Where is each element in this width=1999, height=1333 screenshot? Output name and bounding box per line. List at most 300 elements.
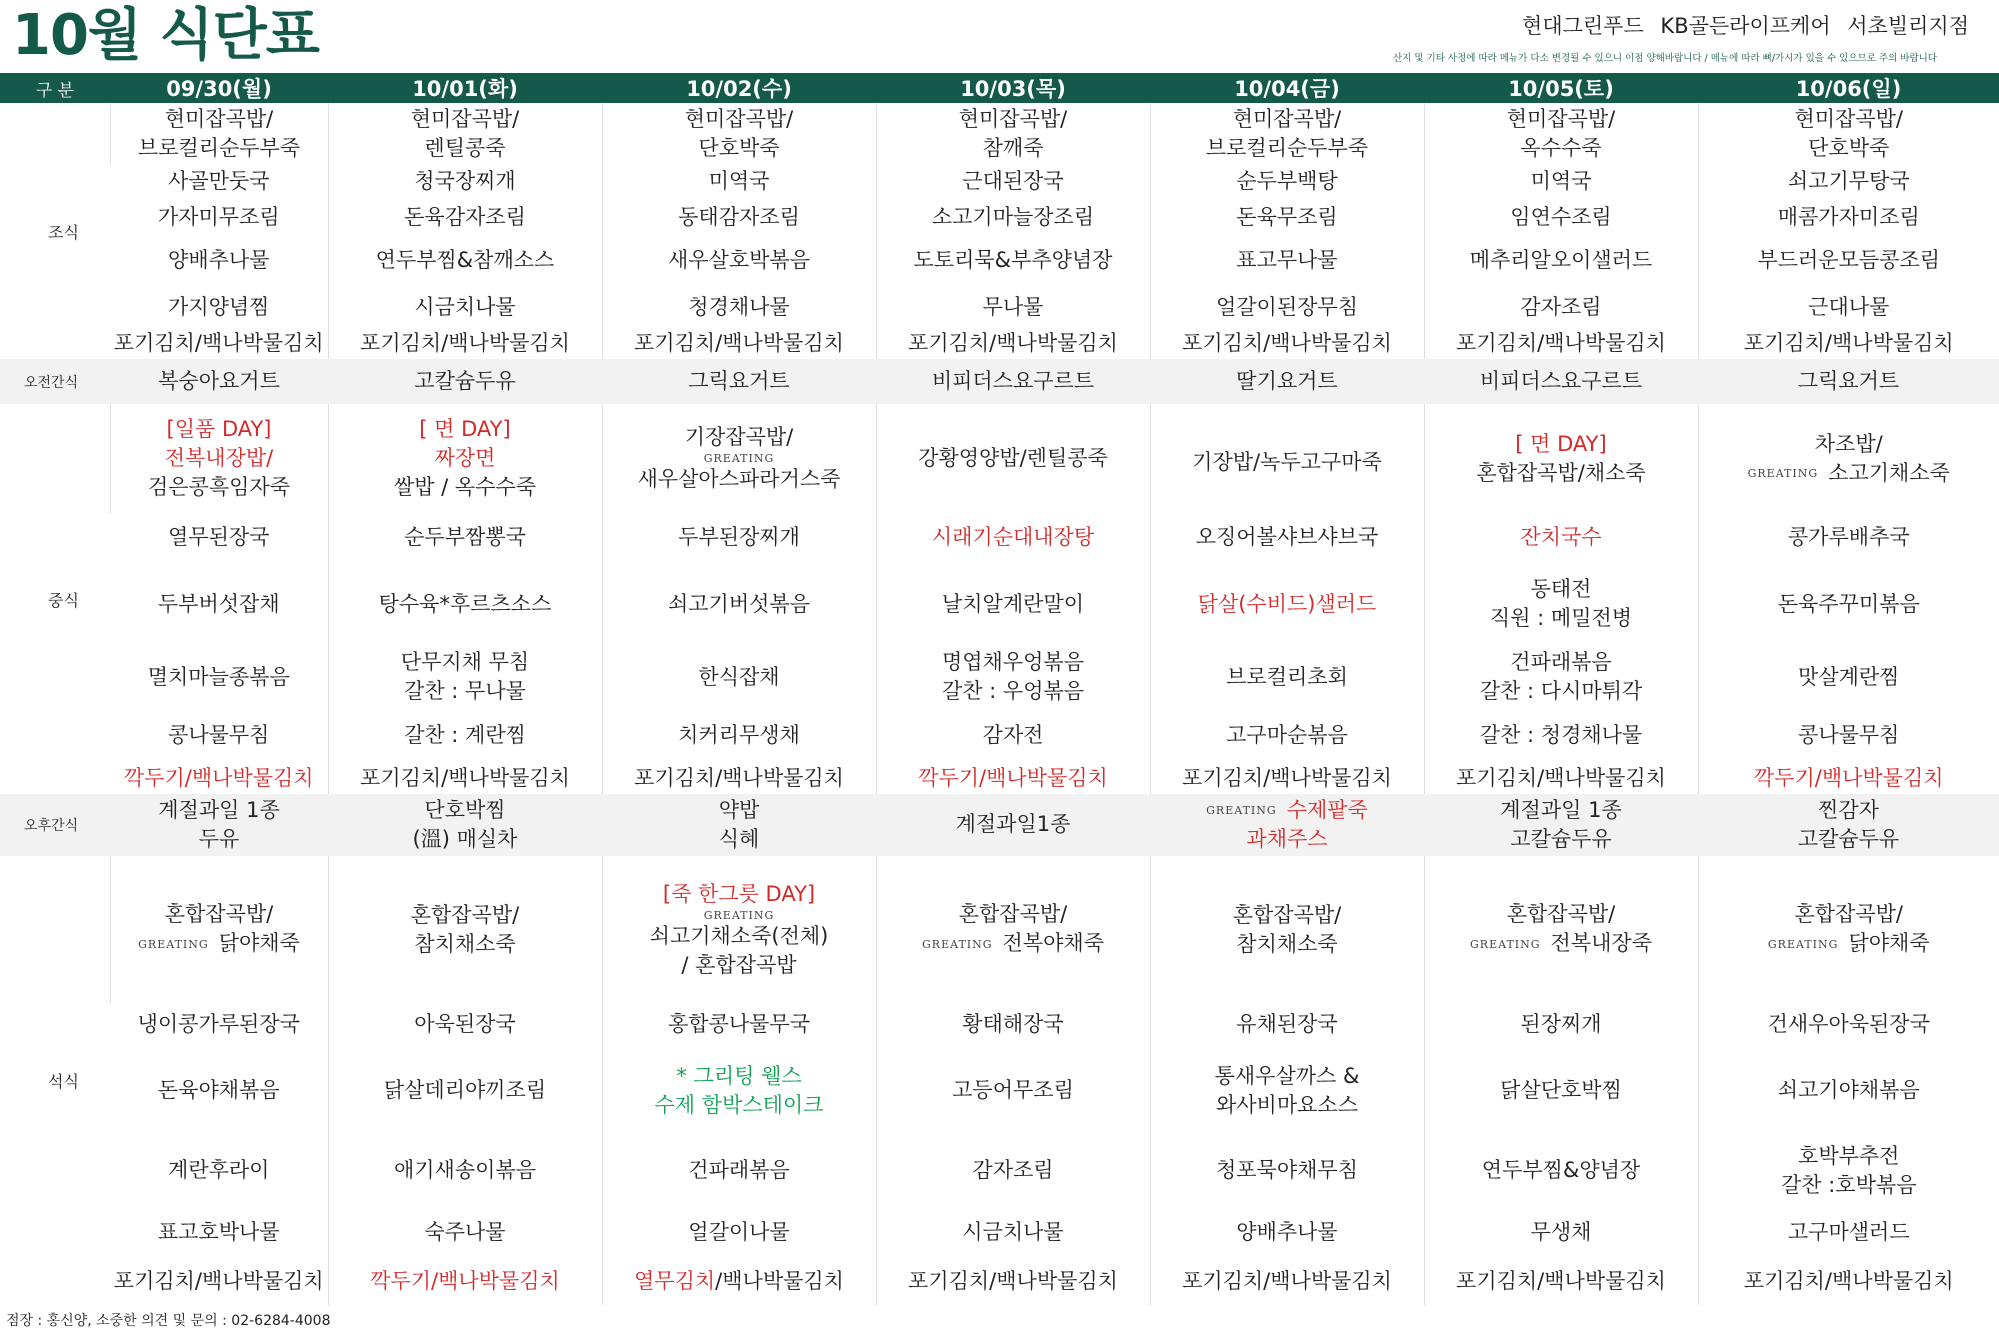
menu-cell <box>1150 562 1424 646</box>
dish: 렌틸콩죽 <box>424 135 506 160</box>
greating-logo: GREATING <box>1747 467 1819 481</box>
menu-cell <box>876 329 1150 360</box>
menu-cell <box>1698 1206 1999 1257</box>
menu-cell <box>1424 1258 1698 1305</box>
menu-cell <box>1150 165 1424 200</box>
dish: 갈찬 : 청경채나물 <box>1479 723 1643 748</box>
dish: 표고무나물 <box>1236 248 1338 273</box>
breakfast-row-soup <box>0 165 1999 200</box>
dish: 날치알계란말이 <box>941 591 1084 616</box>
dish: 닭살단호박찜 <box>1500 1078 1622 1103</box>
menu-cell <box>602 165 876 200</box>
menu-cell <box>1698 236 1999 285</box>
menu-cell <box>328 165 602 200</box>
dish: 도토리묵&부추양념장 <box>913 248 1113 273</box>
dish: 직원 : 메밀전병 <box>1489 606 1633 631</box>
dish: 새우살호박볶음 <box>667 248 810 273</box>
menu-cell <box>602 856 876 1004</box>
menu-cell <box>602 708 876 763</box>
dish: 혼합잡곡밥/ <box>410 902 520 927</box>
dish: 와사비마요소스 <box>1215 1092 1358 1117</box>
menu-cell <box>602 562 876 646</box>
dish: 치커리무생채 <box>678 723 800 748</box>
greating-logo: GREATING <box>138 937 209 951</box>
menu-cell <box>110 562 328 646</box>
dish: 맛살계란찜 <box>1798 664 1900 689</box>
dish: 포기김치/백나박물김치 <box>1743 1268 1954 1293</box>
menu-cell <box>328 708 602 763</box>
dish: 혼합잡곡밥/ <box>958 902 1068 927</box>
dish: 콩나물무침 <box>168 723 270 748</box>
category-breakfast: 조식 <box>48 222 79 242</box>
dish: 고칼슘두유 <box>1797 826 1900 851</box>
dish: 감자조림 <box>972 1158 1054 1182</box>
dinner-row-main <box>0 856 1999 1004</box>
dish: 돈육감자조림 <box>404 205 526 230</box>
dish: 현미잡곡밥/ <box>958 106 1068 131</box>
menu-cell <box>876 359 1150 404</box>
menu-cell <box>110 1046 328 1134</box>
dish: 전복야채죽 <box>1002 931 1104 956</box>
dish: 깍두기/백나박물김치 <box>123 766 314 791</box>
dish: 쇠고기채소죽(전체) <box>649 923 829 948</box>
dish: 사골만둣국 <box>168 169 270 194</box>
dish: 계절과일 1종 <box>158 797 280 822</box>
menu-cell <box>1698 856 1999 1004</box>
menu-table <box>0 73 1999 1305</box>
menu-cell <box>876 1046 1150 1134</box>
menu-cell <box>602 1003 876 1046</box>
dish: 된장찌개 <box>1520 1012 1602 1037</box>
menu-cell <box>1698 1003 1999 1046</box>
dish: 브로컬리초회 <box>1226 664 1348 689</box>
dish: 단무지채 무침 <box>400 650 530 675</box>
menu-cell <box>602 513 876 562</box>
dish: 고칼슘두유 <box>414 369 516 394</box>
dish: 쇠고기야채볶음 <box>1777 1078 1920 1103</box>
dish: 포기김치/백나박물김치 <box>1182 1268 1392 1293</box>
dish: 소고기마늘장조림 <box>931 205 1095 230</box>
dish: 과채주스 <box>1246 827 1328 852</box>
dish-with-brand <box>1150 796 1424 826</box>
dish: 포기김치/백나박물김치 <box>1182 766 1392 791</box>
menu-cell <box>1698 103 1999 165</box>
dish: 포기김치/백나박물김치 <box>360 331 570 356</box>
dish: 동태감자조림 <box>678 205 800 230</box>
dish: (溫) 매실차 <box>412 826 518 851</box>
dish: 메추리알오이샐러드 <box>1469 248 1653 273</box>
dish: 청국장찌개 <box>414 169 516 194</box>
menu-cell <box>1698 329 1999 360</box>
menu-cell <box>1698 359 1999 404</box>
menu-cell <box>328 1046 602 1134</box>
dish: 현미잡곡밥/ <box>1506 106 1616 131</box>
dish: 매콤가자미조림 <box>1777 205 1920 230</box>
menu-cell <box>602 199 876 236</box>
menu-cell <box>602 286 876 329</box>
menu-cell <box>328 404 602 513</box>
menu-cell <box>1150 708 1424 763</box>
dish: 냉이콩가루된장국 <box>137 1012 300 1037</box>
dish: 쌀밥 / 옥수수죽 <box>393 475 537 500</box>
dinner-row-side2 <box>0 1135 1999 1207</box>
notice-text: 산지 및 기타 사정에 따라 메뉴가 다소 변경될 수 있으니 이점 양해바랍니다 / 메뉴에 따라 뼈/가시가 있을 수 있으므로 주의 바랍니다 <box>1392 53 1937 64</box>
dish: 포기김치/백나박물김치 <box>1456 331 1666 356</box>
dish: 혼합잡곡밥/ <box>1506 902 1616 927</box>
menu-cell <box>328 1258 602 1305</box>
dish: 돈육주꾸미볶음 <box>1777 591 1920 616</box>
dish: 참치채소죽 <box>1236 931 1338 956</box>
dish: 포기김치/백나박물김치 <box>113 1268 324 1293</box>
dish: 미역국 <box>1530 169 1592 194</box>
dish: 수제 함박스테이크 <box>654 1092 824 1117</box>
day-tag: [ 면 DAY] <box>419 417 511 442</box>
dish: 닭야채죽 <box>218 931 300 956</box>
dish: 고구마샐러드 <box>1787 1219 1910 1244</box>
dish-split <box>603 1267 876 1296</box>
menu-cell <box>328 1206 602 1257</box>
dish: 현미잡곡밥/ <box>164 106 274 131</box>
dish: 콩나물무침 <box>1798 723 1900 748</box>
menu-cell <box>110 1206 328 1257</box>
dish: 임연수조림 <box>1510 205 1612 230</box>
menu-cell <box>876 236 1150 285</box>
menu-cell <box>110 1003 328 1046</box>
dish: 숙주나물 <box>424 1219 506 1244</box>
corner-label: 구 분 <box>0 73 110 103</box>
dish: 포기김치/백나박물김치 <box>1743 331 1954 356</box>
contact-info: 점장 : 홍신양, 소중한 의견 및 문의 : 02-6284-4008 <box>6 1313 331 1329</box>
menu-cell <box>1424 856 1698 1004</box>
menu-cell <box>876 763 1150 794</box>
dish: 시금치나물 <box>962 1219 1064 1244</box>
menu-cell <box>1424 103 1698 165</box>
greating-logo: GREATING <box>703 908 775 922</box>
dish: * 그리팅 웰스 <box>676 1063 802 1088</box>
menu-cell <box>1698 199 1999 236</box>
dish: 비피더스요구르트 <box>1479 369 1643 394</box>
menu-cell <box>110 856 328 1004</box>
menu-cell <box>110 286 328 329</box>
menu-cell <box>1424 1135 1698 1207</box>
menu-cell <box>1150 856 1424 1004</box>
greating-logo: GREATING <box>1767 937 1839 951</box>
dish: 혼합잡곡밥/ <box>164 902 274 927</box>
day-tag: [일품 DAY] <box>166 417 272 442</box>
day-header: 10/06(일) <box>1698 73 1999 103</box>
menu-cell <box>1150 236 1424 285</box>
dish: 짜장면 <box>434 446 496 471</box>
menu-cell <box>602 359 876 404</box>
menu-cell <box>1150 1135 1424 1207</box>
dish: 포기김치/백나박물김치 <box>908 1268 1118 1293</box>
dish: 감자조림 <box>1520 294 1602 319</box>
menu-cell <box>1698 1258 1999 1305</box>
dish-with-brand <box>1699 459 1999 489</box>
menu-cell <box>328 286 602 329</box>
dish: 가지양념찜 <box>168 294 270 319</box>
dish: 소고기채소죽 <box>1828 460 1950 485</box>
day-header: 10/05(토) <box>1424 73 1698 103</box>
menu-cell <box>1150 646 1424 708</box>
dish: 전복내장밥/ <box>164 446 274 471</box>
dish: 건파래볶음 <box>688 1158 790 1182</box>
dish: 갈찬 : 우엉볶음 <box>941 679 1085 704</box>
menu-cell <box>876 646 1150 708</box>
menu-cell <box>602 404 876 513</box>
menu-cell <box>1150 1046 1424 1134</box>
menu-cell <box>876 1258 1150 1305</box>
menu-cell <box>1424 562 1698 646</box>
dish: 찐감자 <box>1818 797 1879 822</box>
dish: 갈찬 : 무나물 <box>404 679 526 704</box>
menu-cell <box>876 286 1150 329</box>
lunch-row-side1 <box>0 562 1999 646</box>
page-title: 10월 식단표 <box>12 3 319 68</box>
menu-cell <box>1424 199 1698 236</box>
am-snack-row <box>0 359 1999 404</box>
menu-cell <box>602 1135 876 1207</box>
dish: 계절과일1종 <box>955 812 1071 837</box>
dish: 쇠고기버섯볶음 <box>667 591 810 616</box>
dish: 닭살(수비드)샐러드 <box>1197 591 1377 616</box>
menu-cell <box>602 103 876 165</box>
dish-with-brand <box>1425 929 1698 959</box>
dish: 현미잡곡밥/ <box>1232 106 1342 131</box>
dish: 얼갈이된장무침 <box>1215 294 1358 319</box>
dish: 순두부백탕 <box>1236 169 1338 194</box>
dinner-row-kimchi <box>0 1258 1999 1305</box>
dish: 열무된장국 <box>168 525 270 550</box>
dish: 포기김치/백나박물김치 <box>634 331 844 356</box>
pm-snack-row <box>0 794 1999 856</box>
day-header: 10/01(화) <box>328 73 602 103</box>
dish: 브로컬리순두부죽 <box>1205 135 1369 160</box>
dish: 혼합잡곡밥/ <box>1232 902 1342 927</box>
menu-cell <box>328 1003 602 1046</box>
menu-cell <box>602 236 876 285</box>
menu-cell <box>876 708 1150 763</box>
dish: 포기김치/백나박물김치 <box>1182 331 1392 356</box>
dish: 식혜 <box>718 826 760 851</box>
menu-cell <box>1424 359 1698 404</box>
menu-cell <box>1150 1206 1424 1257</box>
dish: 얼갈이나물 <box>688 1219 790 1244</box>
dish: 갈찬 :호박볶음 <box>1781 1172 1917 1197</box>
dish: 청포묵야채무침 <box>1215 1158 1358 1182</box>
dish: 단호박죽 <box>1808 135 1890 160</box>
menu-cell <box>1698 513 1999 562</box>
dish: 고칼슘두유 <box>1510 826 1612 851</box>
dish: 깍두기/백나박물김치 <box>918 766 1108 791</box>
category-am-snack: 오전간식 <box>0 359 110 404</box>
dish: 미역국 <box>708 169 770 194</box>
dish: 참깨죽 <box>982 135 1044 160</box>
menu-cell <box>1150 1258 1424 1305</box>
dish: 시래기순대내장탕 <box>931 525 1095 550</box>
breakfast-row-side3 <box>0 286 1999 329</box>
dish: 닭야채죽 <box>1848 931 1930 956</box>
menu-cell <box>110 513 328 562</box>
menu-cell <box>328 103 602 165</box>
dish: 비피더스요구르트 <box>931 369 1095 394</box>
menu-cell <box>1424 1206 1698 1257</box>
dish: 가자미무조림 <box>157 205 280 230</box>
dish: 고등어무조림 <box>952 1078 1074 1103</box>
dish: 계란후라이 <box>168 1158 270 1182</box>
menu-cell <box>1424 1003 1698 1046</box>
menu-cell <box>110 329 328 360</box>
menu-cell <box>110 165 328 200</box>
menu-cell <box>1698 646 1999 708</box>
dish-with-brand <box>1699 929 1999 959</box>
dish: 열무김치 <box>634 1268 716 1293</box>
dish: 무생채 <box>1530 1219 1592 1244</box>
dish: 잔치국수 <box>1520 525 1602 550</box>
menu-cell <box>876 1003 1150 1046</box>
menu-cell <box>328 794 602 856</box>
dish: 탕수육*후르츠소스 <box>378 591 552 616</box>
menu-cell <box>602 794 876 856</box>
dish: 홍합콩나물무국 <box>667 1012 810 1037</box>
dish: 연두부찜&참깨소스 <box>375 248 555 273</box>
menu-cell <box>110 404 328 513</box>
dish: 그릭요거트 <box>1797 369 1900 394</box>
breakfast-row-kimchi <box>0 329 1999 360</box>
dish: 포기김치/백나박물김치 <box>360 766 570 791</box>
menu-cell <box>328 562 602 646</box>
menu-cell <box>602 763 876 794</box>
menu-cell <box>876 1135 1150 1207</box>
menu-cell <box>110 359 328 404</box>
menu-cell <box>328 763 602 794</box>
dish: 포기김치/백나박물김치 <box>634 766 844 791</box>
menu-cell <box>1424 794 1698 856</box>
category-lunch: 중식 <box>48 590 79 610</box>
menu-cell <box>1698 286 1999 329</box>
dish: 포기김치/백나박물김치 <box>1456 1268 1666 1293</box>
dish: 새우살아스파라거스죽 <box>637 467 841 492</box>
category-dinner: 석식 <box>48 1071 79 1091</box>
dish: 콩가루배추국 <box>1787 525 1910 550</box>
menu-cell <box>1698 1135 1999 1207</box>
menu-cell <box>110 199 328 236</box>
menu-cell <box>876 513 1150 562</box>
menu-cell <box>1150 1003 1424 1046</box>
menu-cell <box>1424 513 1698 562</box>
menu-cell <box>110 763 328 794</box>
dish: 포기김치/백나박물김치 <box>908 331 1118 356</box>
dish: 연두부찜&양념장 <box>1481 1158 1641 1182</box>
dish-with-brand <box>877 929 1150 959</box>
menu-cell <box>1698 165 1999 200</box>
menu-cell <box>602 329 876 360</box>
dish: 참치채소죽 <box>414 931 516 956</box>
day-header: 10/03(목) <box>876 73 1150 103</box>
dish-with-brand <box>111 929 328 959</box>
menu-cell <box>1424 763 1698 794</box>
dish: 근대된장국 <box>962 169 1064 194</box>
menu-cell <box>328 329 602 360</box>
day-header: 10/02(수) <box>602 73 876 103</box>
dish: 돈육무조림 <box>1236 205 1338 230</box>
dish: 호박부추전 <box>1798 1143 1900 1168</box>
menu-cell <box>110 708 328 763</box>
category-pm-snack: 오후간식 <box>0 794 110 856</box>
menu-cell <box>876 1206 1150 1257</box>
menu-cell <box>1150 513 1424 562</box>
dish: 두부버섯잡채 <box>157 591 280 616</box>
dish: 유채된장국 <box>1236 1012 1338 1037</box>
dinner-row-side3 <box>0 1206 1999 1257</box>
dish: 딸기요거트 <box>1236 369 1338 394</box>
dish: 두유 <box>198 826 240 851</box>
menu-cell <box>1424 165 1698 200</box>
dish: 기장밥/녹두고구마죽 <box>1192 450 1382 475</box>
dish: 깍두기/백나박물김치 <box>370 1268 560 1293</box>
menu-cell <box>1424 1046 1698 1134</box>
dish: 깍두기/백나박물김치 <box>1753 766 1944 791</box>
menu-cell <box>328 359 602 404</box>
menu-cell <box>1150 286 1424 329</box>
dish: 애기새송이볶음 <box>393 1158 536 1182</box>
dish: 약밥 <box>718 797 760 822</box>
menu-cell <box>110 1258 328 1305</box>
menu-cell <box>110 646 328 708</box>
dish: 계절과일 1종 <box>1500 797 1622 822</box>
greating-logo: GREATING <box>1470 937 1541 951</box>
menu-cell <box>110 794 328 856</box>
dish: 브로컬리순두부죽 <box>137 135 301 160</box>
dish: 양배추나물 <box>1236 1219 1338 1244</box>
dish: 고구마순볶음 <box>1226 723 1348 748</box>
dish: 단호박찜 <box>424 797 506 822</box>
dish: 강황영양밥/렌틸콩죽 <box>918 446 1108 471</box>
menu-cell <box>1424 329 1698 360</box>
dish: 닭살데리야끼조림 <box>383 1078 547 1103</box>
dish: 근대나물 <box>1808 294 1890 319</box>
dish: 명엽채우엉볶음 <box>941 650 1084 675</box>
dinner-row-side1 <box>0 1046 1999 1134</box>
menu-cell <box>1150 329 1424 360</box>
dish: 통새우살까스 & <box>1214 1063 1360 1088</box>
dish: 감자전 <box>982 723 1044 748</box>
day-header: 09/30(월) <box>110 73 328 103</box>
lunch-row-side2 <box>0 646 1999 708</box>
dish: 옥수수죽 <box>1520 135 1602 160</box>
menu-cell <box>1150 763 1424 794</box>
dish: 차조밥/ <box>1814 431 1883 456</box>
menu-cell <box>1424 646 1698 708</box>
header-row <box>0 73 1999 103</box>
dish: 쇠고기무탕국 <box>1787 169 1910 194</box>
menu-cell <box>876 199 1150 236</box>
dish: 동태전 <box>1530 577 1592 602</box>
dish: 포기김치/백나박물김치 <box>113 331 324 356</box>
menu-cell <box>1698 1046 1999 1134</box>
menu-cell <box>1150 103 1424 165</box>
day-header: 10/04(금) <box>1150 73 1424 103</box>
dish: 전복내장죽 <box>1550 931 1652 956</box>
menu-cell <box>876 103 1150 165</box>
dish: 무나물 <box>982 294 1044 319</box>
greating-logo: GREATING <box>703 452 775 466</box>
menu-cell <box>1424 236 1698 285</box>
dish: 순두부짬뽕국 <box>404 525 526 550</box>
dish: 양배추나물 <box>168 248 270 273</box>
menu-cell <box>602 1046 876 1134</box>
breakfast-row-side2 <box>0 236 1999 285</box>
